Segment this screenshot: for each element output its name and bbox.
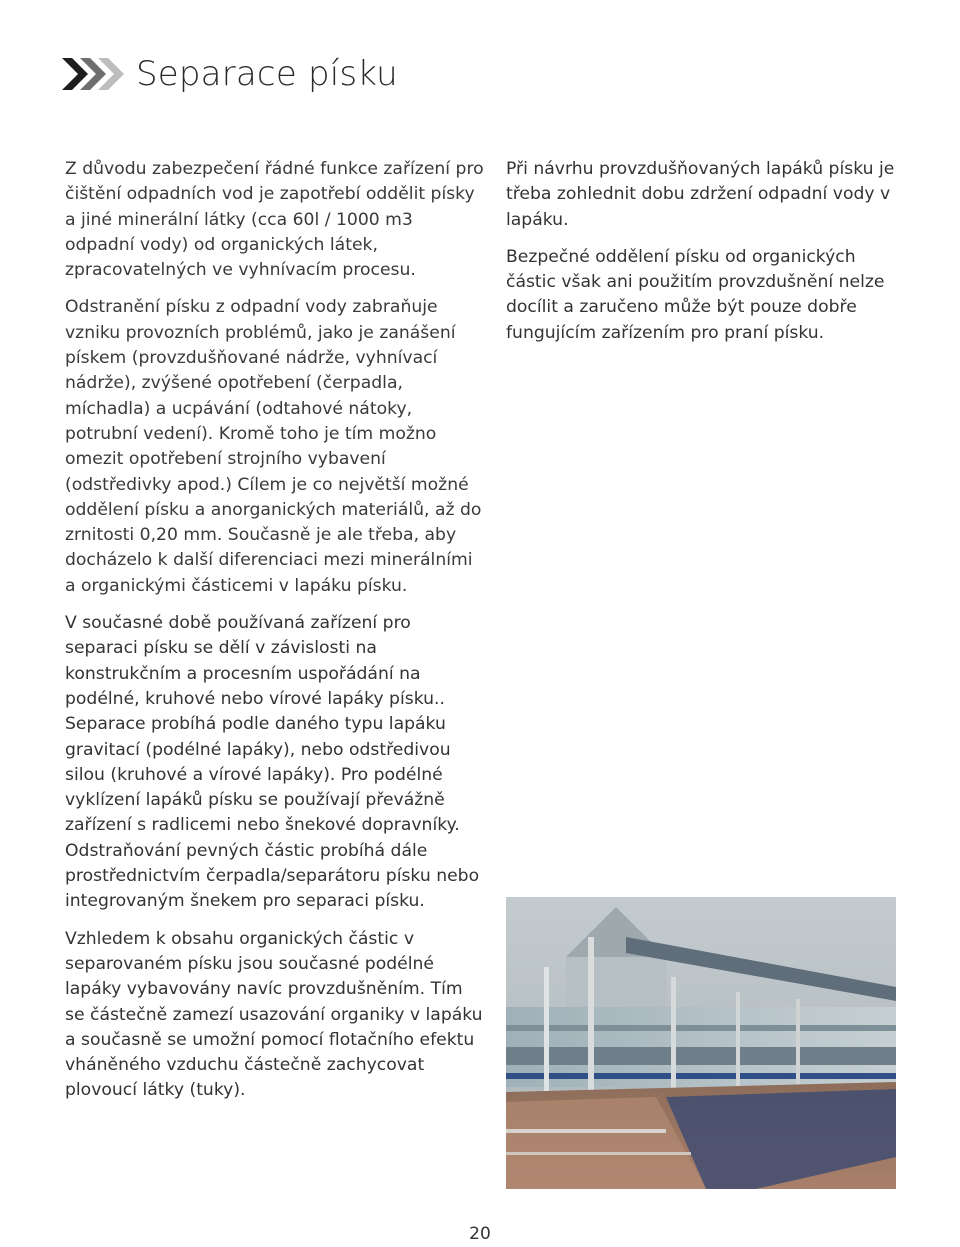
page-title: Separace písku (136, 54, 398, 94)
left-column (65, 157, 485, 1116)
paragraph-intro: Z důvodu zabezpečení řádné funkce zařízení pro čištění odpadních vod je zapotřebí oddělit písky a jiné minerální látky (cca 60l / 1000 m3 odpadní vody) od organických látek, zpracovatelných ve vyhnívacím procesu. (65, 159, 484, 281)
page-header (62, 48, 398, 100)
double-chevron-icon (62, 54, 124, 94)
paragraph-design: Při návrhu provzdušňovaných lapáků písku je třeba zohlednit dobu zdržení odpadní vody v lapáku. (506, 159, 895, 230)
page-number: 20 (469, 1224, 491, 1244)
paragraph-devices: V současné době používaná zařízení pro separaci písku se dělí v závislosti na konstrukčním a procesním uspořádání na podélné, kruhové nebo vírové lapáky písku.. Separace probíhá podle daného typu lapáku gravitací (podélné lapáky), nebo odstředivou silou (kruhové a vírové lapáky). Pro podélné vyklízení lapáků písku se používají převážně zařízení s radlicemi nebo šnekové dopravníky. Odstraňování pevných částic probíhá dále prostřednictvím čerpadla/separátoru písku nebo integrovaným šnekem pro separaci písku. (65, 613, 480, 912)
paragraph-separation: Bezpečné oddělení písku od organických částic však ani použitím provzdušnění nelze docílit a zaručeno může být pouze dobře fungujícím zařízením pro praní písku. (506, 246, 885, 343)
right-column (506, 157, 906, 358)
paragraph-aeration: Vzhledem k obsahu organických částic v separovaném písku jsou současné podélné lapáky vybavovány navíc provzdušněním. Tím se částečně zamezí usazování organiky v lapáku a současně se umožní pomocí flotačního efektu vháněného vzduchu částečně zachycovat plovoucí látky (tuky). (65, 928, 483, 1101)
plant-photo (506, 897, 896, 1189)
paragraph-problems: Odstranění písku z odpadní vody zabraňuje vzniku provozních problémů, jako je zanášení pískem (provzdušňované nádrže, vyhnívací nádrže), zvýšené opotřebení (čerpadla, míchadla) a ucpávání (odtahové nátoky, potrubní vedení). Kromě toho je tím možno omezit opotřebení strojního vybavení (odstředivky apod.) Cílem je co největší možné oddělení písku a anorganických materiálů, až do zrnitosti 0,20 mm. Současně je ale třeba, aby docházelo k další diferenciaci mezi minerálními a organickými částicemi v lapáku písku. (65, 297, 482, 596)
